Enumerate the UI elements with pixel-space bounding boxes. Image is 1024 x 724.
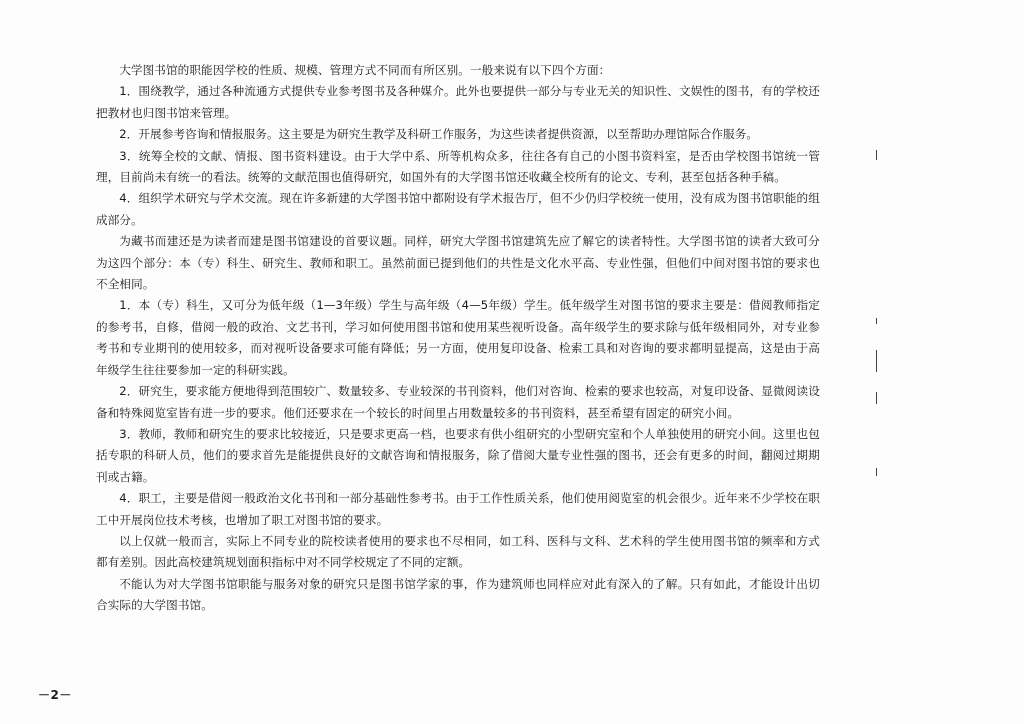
- paragraph-conclusion: 不能认为对大学图书馆职能与服务对象的研究只是图书馆学家的事，作为建筑师也同样应对此有深入的了解。只有如此，才能设计出切合实际的大学图书馆。: [96, 576, 820, 613]
- paragraph-summary: 以上仅就一般而言，实际上不同专业的院校读者使用的要求也不尽相同，如工科、医科与文科、艺术科的学生使用图书馆的频率和方式都有差别。因此高校建筑规划面积指标中对不同学校规定了不同的定额。: [96, 533, 820, 570]
- page-number: －2－: [38, 688, 72, 702]
- scan-artifact-mark: [876, 392, 877, 404]
- paragraph-readers: 为藏书而建还是为读者而建是图书馆建设的首要议题。同样，研究大学图书馆建筑先应了解它的读者特性。大学图书馆的读者大致可分为这四个部分：本（专）科生、研究生、教师和职工。虽然前面已提到他们的共性是文化水平高、专业性强，但他们中间对图书馆的要求也不全相同。: [96, 234, 820, 292]
- paragraph-intro: 大学图书馆的职能因学校的性质、规模、管理方式不同而有所区别。一般来说有以下四个方面：: [119, 63, 611, 77]
- scan-artifact-mark: [876, 350, 877, 372]
- scan-artifact-mark: [876, 150, 877, 160]
- paragraph-function-3: 3．统筹全校的文献、情报、图书资料建设。由于大学中系、所等机构众多，往往各有自己的小图书资料室，是否由学校图书馆统一管理，目前尚未有统一的看法。统筹的文献范围也值得研究，如国外有的大学图书馆还收藏全校所有的论文、专利，甚至包括各种手稿。: [96, 148, 820, 185]
- paragraph-function-4: 4．组织学术研究与学术交流。现在许多新建的大学图书馆中都附设有学术报告厅，但不少仍归学校统一使用，没有成为图书馆职能的组成部分。: [96, 191, 820, 227]
- scan-artifact-mark: [876, 468, 877, 476]
- paragraph-reader-1: 1．本（专）科生，又可分为低年级（1—3年级）学生与高年级（4—5年级）学生。低年级学生对图书馆的要求主要是：借阅教师指定的参考书，自修，借阅一般的政治、文艺书刊，学习如何使用图书馆和使用某些视听设备。高年级学生的要求除与低年级相同外，对专业参考书和专业期刊的使用较多，而对视听设备要求可能有降低；另一方面，使用复印设备、检索工具和对咨询的要求都明显提高，这是由于高年级学生往往要参加一定的科研实践。: [96, 298, 820, 377]
- paragraph-function-2: 2．开展参考咨询和情报服务。这主要是为研究生教学及科研工作服务，为这些读者提供资源，以至帮助办理馆际合作服务。: [119, 127, 759, 142]
- paragraph-reader-4: 4．职工，主要是借阅一般政治文化书刊和一部分基础性参考书。由于工作性质关系，他们使用阅览室的机会很少。近年来不少学校在职工中开展岗位技术考核，也增加了职工对图书馆的要求。: [96, 491, 820, 527]
- body-text: [96, 60, 820, 617]
- paragraph-reader-3: 3．教师，教师和研究生的要求比较接近，只是要求更高一档，也要求有供小组研究的小型研究室和个人单独使用的研究小间。这里也包括专职的科研人员，他们的要求首先是能提供良好的文献咨询和情报服务，除了借阅大量专业性强的图书，还会有更多的时间，翻阅过期期刊或古籍。: [96, 426, 820, 484]
- paragraph-function-1: 1．围绕教学，通过各种流通方式提供专业参考图书及各种媒介。此外也要提供一部分与专业无关的知识性、文娱性的图书，有的学校还把教材也归图书馆来管理。: [96, 84, 820, 120]
- paragraph-reader-2: 2．研究生，要求能方便地得到范围较广、数量较多、专业较深的书刊资料，他们对咨询、检索的要求也较高，对复印设备、显微阅读设备和特殊阅览室皆有进一步的要求。他们还要求在一个较长的时间里占用数量较多的书刊资料，甚至希望有固定的研究小间。: [96, 384, 820, 420]
- scan-artifact-mark: [876, 318, 877, 324]
